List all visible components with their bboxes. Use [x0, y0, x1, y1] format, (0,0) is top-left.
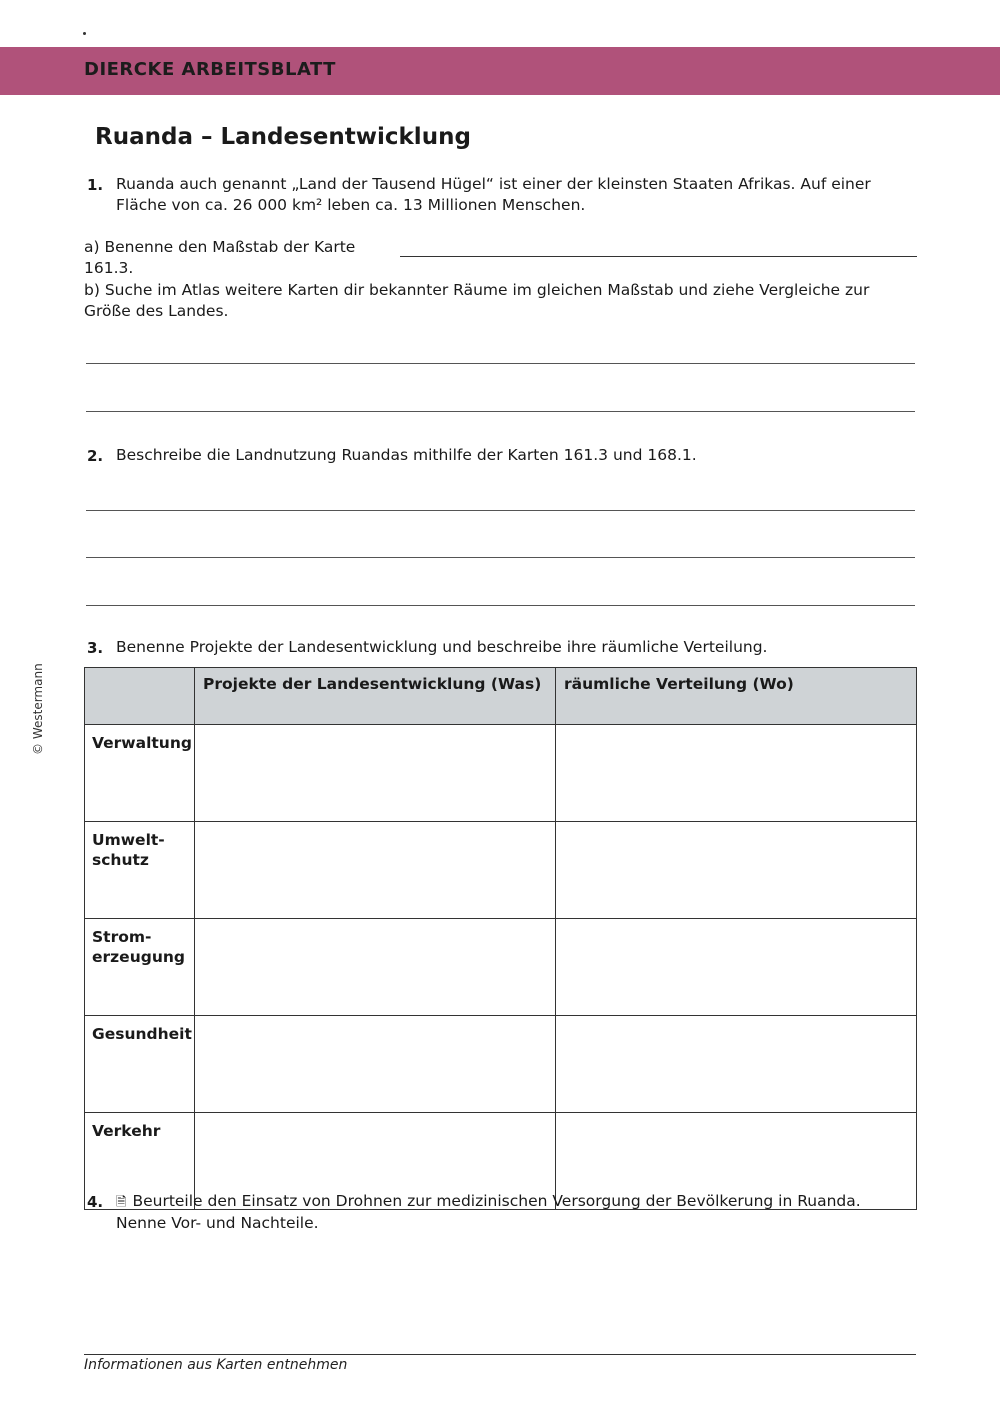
- cell-umweltschutz-wo[interactable]: [556, 822, 917, 919]
- table-header-was: Projekte der Landesentwicklung (Was): [195, 668, 556, 725]
- table-row: [85, 725, 917, 822]
- task-4-block: [116, 1191, 906, 1234]
- row-label-verkehr: Verkehr: [85, 1113, 195, 1210]
- task-1a-answer-line[interactable]: [400, 256, 917, 257]
- row-label-verwaltung: Verwaltung: [85, 725, 195, 822]
- table-row: [85, 1016, 917, 1113]
- cell-umweltschutz-was[interactable]: [195, 822, 556, 919]
- footer-divider: [84, 1354, 916, 1355]
- task-1b-answer-line-1[interactable]: [86, 363, 915, 364]
- copyright-side-text: © Westermann: [31, 663, 45, 755]
- cell-verwaltung-wo[interactable]: [556, 725, 917, 822]
- row-label-gesundheit: Gesundheit: [85, 1016, 195, 1113]
- row-label-stromerzeugung: Strom- erzeugung: [85, 919, 195, 1016]
- task-1a-text: a) Benenne den Maßstab der Karte 161.3.: [84, 238, 356, 277]
- table-header-row: [85, 668, 917, 725]
- table-header-wo: räumliche Verteilung (Wo): [556, 668, 917, 725]
- cell-gesundheit-wo[interactable]: [556, 1016, 917, 1113]
- task-1-number: 1.: [87, 176, 104, 194]
- projects-table: [84, 667, 917, 1210]
- footer-text: Informationen aus Karten entnehmen: [84, 1357, 348, 1373]
- task-1b-answer-line-2[interactable]: [86, 411, 915, 412]
- task-2-text: Beschreibe die Landnutzung Ruandas mithilfe der Karten 161.3 und 168.1.: [116, 446, 697, 464]
- table-header-blank: [85, 668, 195, 725]
- task-2-number: 2.: [87, 447, 104, 465]
- cell-stromerzeugung-wo[interactable]: [556, 919, 917, 1016]
- task-1-text: Ruanda auch genannt „Land der Tausend Hügel“ ist einer der kleinsten Staaten Afrikas. Auf einer Fläche von ca. 26 000 km² leben ca. 13 Millionen Menschen.: [116, 175, 871, 214]
- task-3-text: Benenne Projekte der Landesentwicklung und beschreibe ihre räumliche Verteilung.: [116, 638, 768, 656]
- corner-dot: [83, 32, 86, 35]
- task-4-number: 4.: [87, 1193, 104, 1211]
- task-1b-text: b) Suche im Atlas weitere Karten dir bekannter Räume im gleichen Maßstab und ziehe Vergleiche zur Größe des Landes.: [84, 281, 870, 320]
- task-2-answer-line-1[interactable]: [86, 510, 915, 511]
- task-2-answer-line-3[interactable]: [86, 605, 915, 606]
- row-label-umweltschutz: Umwelt- schutz: [85, 822, 195, 919]
- table-row: [85, 822, 917, 919]
- task-3-number: 3.: [87, 639, 104, 657]
- cell-stromerzeugung-was[interactable]: [195, 919, 556, 1016]
- header-label: DIERCKE ARBEITSBLATT: [84, 59, 336, 80]
- task-4-text: Beurteile den Einsatz von Drohnen zur medizinischen Versorgung der Bevölkerung in Ruanda. Nenne Vor- und Nachteile.: [116, 1192, 861, 1232]
- cell-gesundheit-was[interactable]: [195, 1016, 556, 1113]
- document-icon: 🗎: [116, 1195, 127, 1210]
- cell-verwaltung-was[interactable]: [195, 725, 556, 822]
- task-2-answer-line-2[interactable]: [86, 557, 915, 558]
- page-title: Ruanda – Landesentwicklung: [95, 124, 471, 150]
- table-row: [85, 919, 917, 1016]
